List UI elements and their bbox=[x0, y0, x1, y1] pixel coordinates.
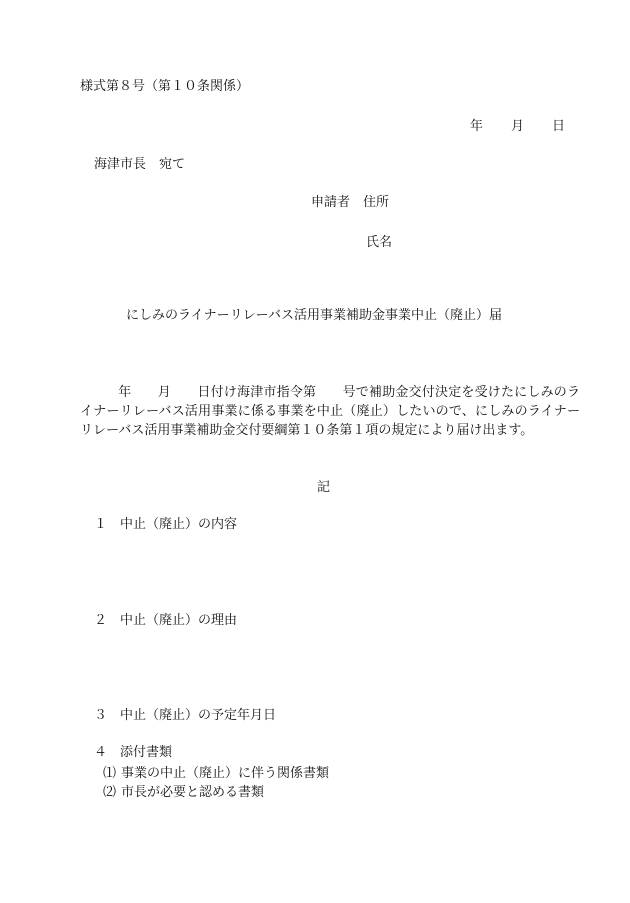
item-label: 中止（廃止）の予定年月日 bbox=[120, 708, 277, 723]
date-line bbox=[470, 120, 565, 133]
item-label: 中止（廃止）の理由 bbox=[120, 613, 238, 628]
item-number: ４ bbox=[94, 745, 108, 760]
date-year-label: 年 bbox=[470, 119, 484, 134]
body-paragraph bbox=[80, 383, 580, 440]
item-number: １ bbox=[94, 517, 108, 532]
item-attachments bbox=[94, 746, 172, 759]
attachment-number: ⑴ bbox=[103, 766, 117, 781]
document-title: にしみのライナーリレーバス活用事業補助金事業中止（廃止）届 bbox=[126, 308, 502, 323]
attachment-label: 市長が必要と認める書類 bbox=[121, 785, 265, 800]
date-day-label: 日 bbox=[552, 119, 566, 134]
ki-heading: 記 bbox=[317, 480, 331, 495]
applicant-address-label: 申請者 住所 bbox=[311, 195, 390, 210]
item-planned-date bbox=[94, 709, 276, 722]
addressee: 海津市長 宛て bbox=[94, 157, 186, 172]
item-label: 中止（廃止）の内容 bbox=[120, 517, 238, 532]
date-month-label: 月 bbox=[511, 119, 525, 134]
body-text: 年 月 日付け海津市指令第 号で補助金交付決定を受けたにしみのライナーリレーバス活用事業に係る事業を中止（廃止）したいので、にしみのライナーリレーバス活用事業補助金交付要綱第１０条第１項の規定により届け出ます。 bbox=[80, 385, 580, 438]
attachment-label: 事業の中止（廃止）に伴う関係書類 bbox=[121, 766, 330, 781]
form-number: 様式第８号（第１０条関係） bbox=[80, 79, 250, 94]
item-reason bbox=[94, 614, 237, 627]
item-label: 添付書類 bbox=[120, 745, 173, 760]
item-number: ３ bbox=[94, 708, 108, 723]
applicant-name-label: 氏名 bbox=[366, 235, 393, 250]
attachment-item bbox=[103, 767, 329, 780]
item-content bbox=[94, 518, 237, 531]
attachment-number: ⑵ bbox=[103, 785, 117, 800]
attachment-item bbox=[103, 786, 264, 799]
item-number: ２ bbox=[94, 613, 108, 628]
